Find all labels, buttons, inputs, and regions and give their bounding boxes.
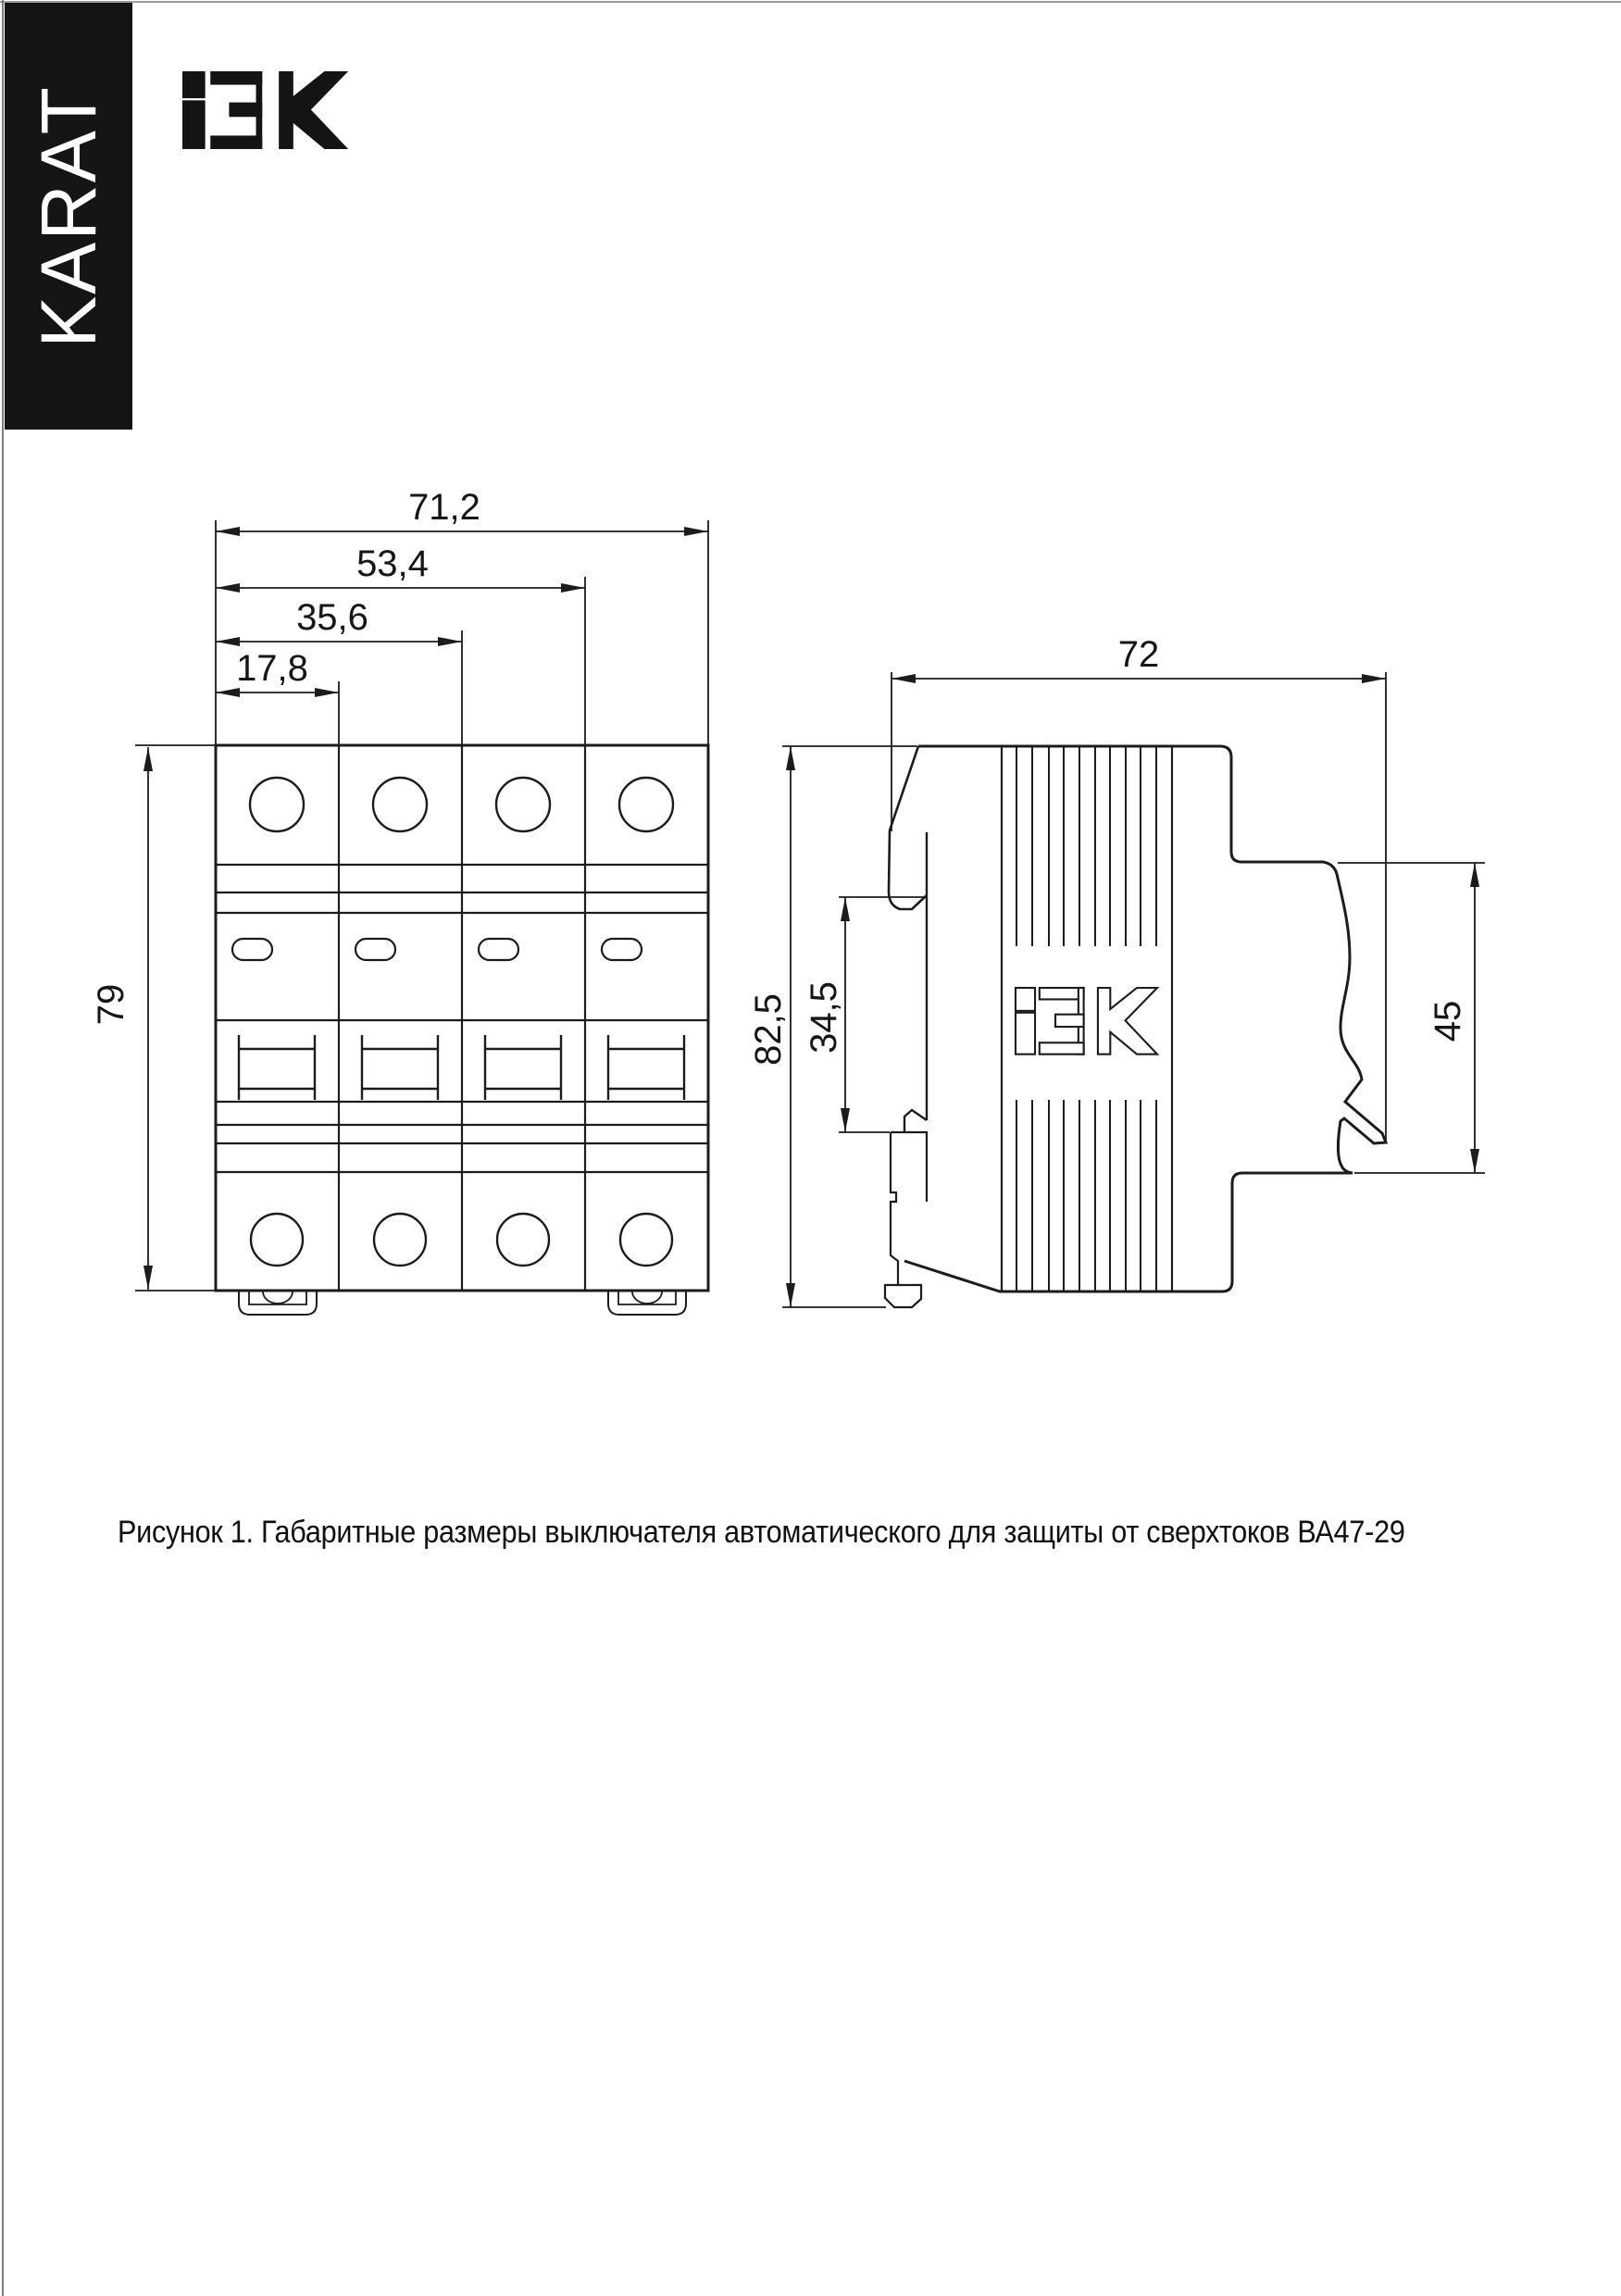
dim-rail-recess: 34,5 (804, 981, 844, 1054)
figure-caption (118, 1515, 1548, 1551)
din-clip-left (239, 1291, 317, 1315)
rail-lower-lip (904, 1110, 927, 1132)
iek-logo-embossed (1016, 988, 1157, 1054)
din-clip-right (608, 1291, 686, 1315)
dim-depth: 72 (1117, 634, 1160, 675)
dim-width-3mod: 53,4 (356, 543, 429, 584)
din-clip-side (885, 1132, 927, 1307)
front-view-dimensions (135, 520, 708, 1291)
vent-ribs-top (1016, 746, 1156, 946)
dim-front-panel: 45 (1428, 1000, 1468, 1042)
dim-width-2mod: 35,6 (296, 597, 368, 638)
iek-logo (182, 71, 348, 149)
breaker-body-side-outline (904, 746, 1386, 1292)
karat-banner-label: KARAT (25, 84, 113, 348)
front-view (216, 745, 708, 1315)
dim-height-total: 82,5 (748, 993, 789, 1066)
side-view (885, 746, 1386, 1307)
rail-upper-lip (889, 746, 927, 909)
dim-height-front: 79 (91, 983, 131, 1026)
indicator-windows (232, 939, 642, 960)
vent-ribs-bottom (1016, 1100, 1156, 1292)
dim-width-1mod: 17,8 (236, 648, 308, 689)
dim-width-total: 71,2 (408, 487, 480, 528)
figure-caption-text: Рисунок 1. Габаритные размеры выключателя автоматического для защиты от сверхтоков ВА47-29 (118, 1515, 1405, 1550)
